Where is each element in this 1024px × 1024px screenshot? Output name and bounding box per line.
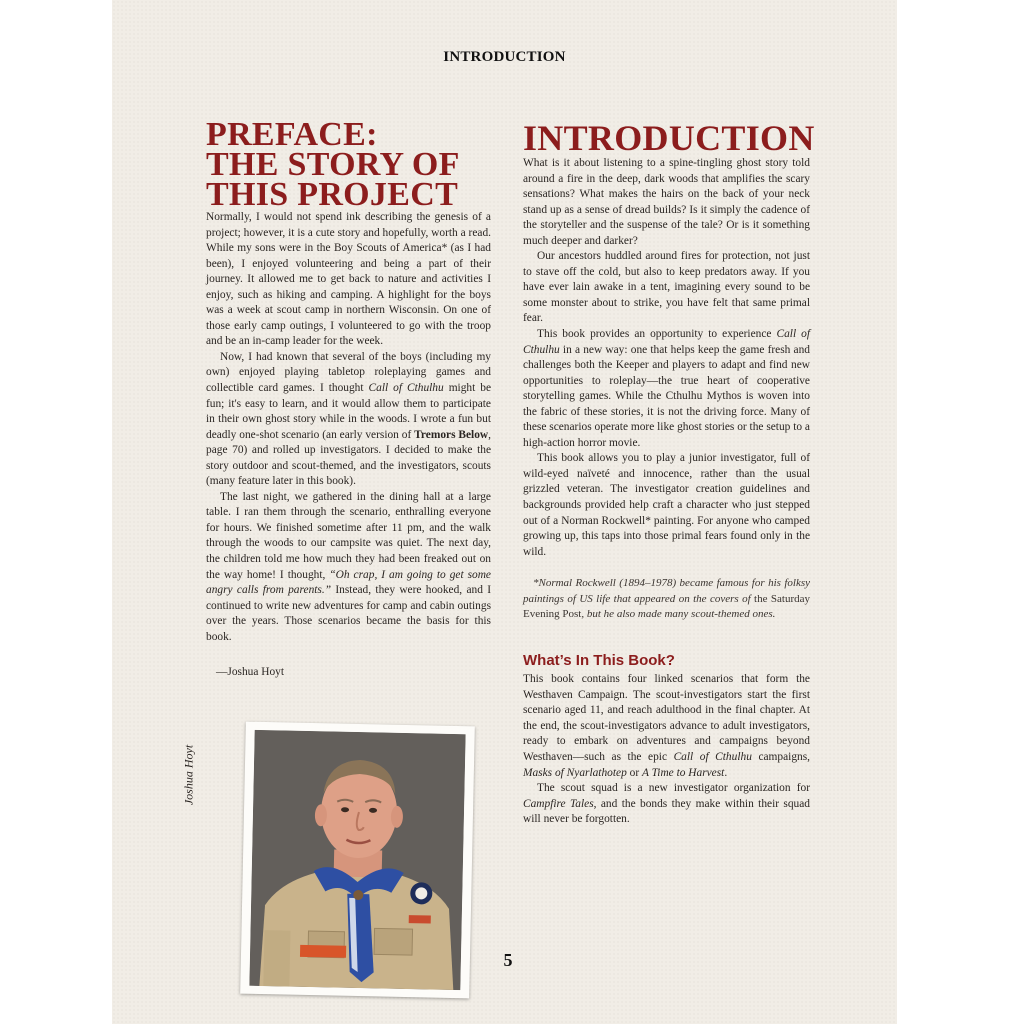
introduction-paragraph: This book allows you to play a junior investigator, full of wild-eyed naïveté and innocence, rather than the usual grizzled veteran. The investigator creation guidelines and backgrounds provided help craft a character who just stepped out of a Norman Rockwell* painting. For anyone who camped growing up, this taps into those primal fears found only in the wild.: [523, 452, 810, 558]
whats-in-heading: What’s In This Book?: [523, 651, 675, 669]
preface-title-line: THIS PROJECT: [206, 176, 459, 213]
book-page: [112, 0, 897, 1024]
whats-in-paragraph: The scout squad is a new investigator organization for Campfire Tales, and the bonds they make within their squad will never be forgotten.: [523, 782, 811, 826]
author-photo: [240, 722, 475, 999]
scenario-reference: Tremors Below: [414, 428, 489, 441]
preface-column: [206, 116, 492, 681]
introduction-paragraph: Our ancestors huddled around fires for protection, not just to stave off the cold, but also to keep predators away. If you have ever lain awake in a tent, imagining every sound to be some monster about to strike, you have felt that same primal fear.: [523, 250, 810, 325]
preface-title: [206, 116, 491, 213]
author-signoff: —Joshua Hoyt: [216, 666, 285, 679]
footnote: *Normal Rockwell (1894–1978) became famous for his folksy paintings of US life that appeared on the covers of the Saturday Evening Post, but he also made many scout-themed ones.: [523, 577, 810, 621]
running-head: INTRODUCTION: [443, 49, 566, 65]
introduction-paragraph: What is it about listening to a spine-tingling ghost story told around a fire in the deep, dark woods that amplifies the scary sensations? What makes the hairs on the back of your neck stand up as a sense of dread builds? Is it simply the cadence of the storyteller and the suspense of the tale? Or is it something much deeper and darker?: [523, 157, 810, 247]
whats-in-paragraph: This book contains four linked scenarios that form the Westhaven Campaign. The scout-investigators start the first scenario aged 11, and reach adulthood in the final chapter. At the end, the scout-investigators advance to adult investigators, ready to embark on adventures and campaigns beyond Westhaven—such as the epic Call of Cthulhu campaigns, Masks of Nyarlathotep or A Time to Harvest.: [523, 673, 811, 779]
preface-title-line: PREFACE:: [206, 116, 378, 153]
photo-caption: Joshua Hoyt: [181, 744, 196, 806]
introduction-title: INTRODUCTION: [523, 118, 815, 158]
preface-paragraph: Now, I had known that several of the boys (including my own) enjoyed playing tabletop roleplaying games and collectible card games. I thought Call of Cthulhu might be fun; it's easy to learn, and it would allow them to participate in their own ghost story while in the woods. I wrote a fun but deadly one-shot scenario (an early version of Tremors Below, page 70) and rolled up investigators. I decided to make the story outdoor and scout-themed, and the investigators, scouts (many feature later in this book).: [206, 350, 492, 488]
introduction-column: [523, 118, 815, 828]
author-portrait-illustration: [249, 730, 465, 990]
preface-paragraph: Normally, I would not spend ink describing the genesis of a project; however, it is a cute story and hopefully, worth a read. While my sons were in the Boy Scouts of America* (as I had been), I enjoyed volunteering and being a part of their journey. It allowed me to get back to nature and activities I enjoy, such as hiking and camping. A highlight for the boys was a week at scout camp in northern Wisconsin. On one of those early camp outings, I volunteered to go with the troop and be an in-camp leader for the week.: [206, 211, 491, 348]
preface-paragraph: The last night, we gathered in the dining hall at a large table. I ran them through the scenario, enthralling everyone for hours. We finished sometime after 11 pm, and the walk through the woods to our campsite was quiet. The next day, the children told me how much they had been freaked out on the way home! I thought, “Oh crap, I am going to get some angry calls from parents.” Instead, they were hooked, and I continued to write new adventures for camp and cabin outings over the years. Those scenarios became the basis for this book.: [206, 490, 491, 643]
preface-title-line: THE STORY OF: [206, 146, 460, 183]
page-number: 5: [503, 950, 513, 970]
introduction-paragraph: This book provides an opportunity to experience Call of Cthulhu in a new way: one that helps keep the game fresh and challenges both the Keeper and players to adapt and find new opportunities to roleplay—the true heart of cooperative storytelling games. While the Cthulhu Mythos is woven into the fabric of these stories, it is not the driving force. Many of these scenarios operate more like ghost stories or the setup to a high-action horror movie.: [523, 328, 810, 449]
